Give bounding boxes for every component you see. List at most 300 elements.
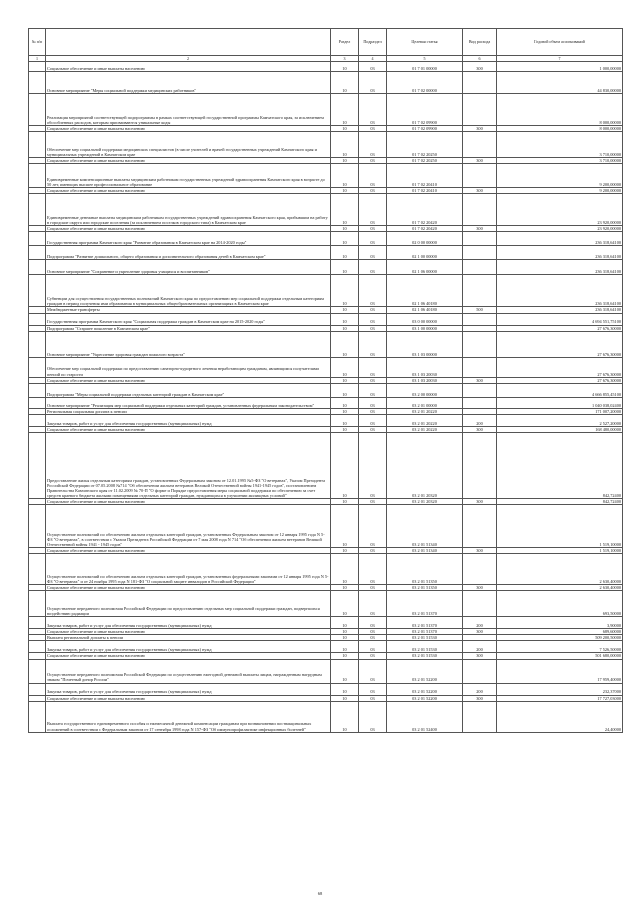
row-vr-cell: 300 [463,653,497,659]
row-podrazdel-cell: 03 [359,432,387,498]
table-row [29,260,623,275]
table-row [29,246,623,260]
row-vr-cell [463,232,497,246]
row-razdel-cell: 10 [331,357,359,377]
table-row [29,554,623,585]
row-podrazdel-cell: 03 [359,377,387,383]
row-sum-cell: 27 676,30000 [497,325,623,331]
row-cs-cell: 02 1 06 00000 [387,260,463,275]
row-vr-cell [463,313,497,325]
row-vr-cell [463,194,497,226]
table-row [29,591,623,617]
row-podrazdel-cell: 03 [359,408,387,414]
column-number: 6 [463,56,497,62]
row-razdel-cell: 10 [331,617,359,629]
row-vr-cell [463,331,497,357]
row-sum-cell: 1 000,00000 [497,62,623,72]
row-podrazdel-cell: 03 [359,629,387,635]
row-sum-cell: 236 318,64100 [497,246,623,260]
row-vr-cell: 300 [463,226,497,232]
row-num-cell [29,659,46,683]
row-vr-cell: 200 [463,617,497,629]
row-razdel-cell: 10 [331,659,359,683]
row-razdel-cell: 10 [331,377,359,383]
row-sum-cell: 509 200,50000 [497,635,623,641]
row-vr-cell: 300 [463,585,497,591]
row-cs-cell: 01 7 02 00000 [387,72,463,94]
row-podrazdel-cell: 03 [359,275,387,307]
row-cs-cell: 03 2 01 20320 [387,498,463,504]
row-sum-cell: 501 680,00000 [497,653,623,659]
row-podrazdel-cell: 03 [359,246,387,260]
row-vr-cell: 500 [463,307,497,313]
row-cs-cell: 03 2 00 00000 [387,383,463,397]
row-razdel-cell: 10 [331,635,359,641]
row-podrazdel-cell: 03 [359,126,387,132]
table-row [29,505,623,548]
row-vr-cell [463,383,497,397]
row-num-cell [29,641,46,653]
row-sum-cell: 2 630,40000 [497,554,623,585]
row-razdel-cell: 10 [331,158,359,164]
row-sum-cell: 2 630,40000 [497,585,623,591]
row-razdel-cell: 10 [331,554,359,585]
row-podrazdel-cell: 03 [359,683,387,695]
row-cs-cell: 01 7 02 20410 [387,164,463,188]
row-cs-cell: 03 2 01 51370 [387,591,463,617]
row-sum-cell: 9 200,00000 [497,188,623,194]
row-vr-cell: 300 [463,548,497,554]
row-name-cell: Социальное обеспечение и иные выплаты населению [46,188,331,194]
row-razdel-cell: 10 [331,383,359,397]
row-num-cell [29,683,46,695]
budget-sheet [28,28,622,733]
row-razdel-cell: 10 [331,397,359,408]
row-podrazdel-cell: 03 [359,72,387,94]
row-vr-cell [463,94,497,126]
row-vr-cell [463,72,497,94]
column-number: 7 [497,56,623,62]
table-row [29,414,623,426]
row-name-cell: Социальное обеспечение и иные выплаты населению [46,226,331,232]
row-num-cell [29,383,46,397]
row-sum-cell: 8 000,00000 [497,94,623,126]
row-vr-cell: 300 [463,377,497,383]
row-razdel-cell: 10 [331,94,359,126]
row-sum-cell: 27 676,30000 [497,331,623,357]
row-name-cell: Региональная социальная доплата к пенсии [46,408,331,414]
row-num-cell [29,414,46,426]
row-num-cell [29,194,46,226]
row-sum-cell: 17 959,40000 [497,659,623,683]
row-podrazdel-cell: 03 [359,325,387,331]
row-vr-cell: 200 [463,641,497,653]
row-name-cell: Предоставление жилья отдельным категориям граждан, установленных Федеральным законом от 12.01.1995 №5-ФЗ "О ветеранах", Указом Президента Российской Федерации от 07.05.2008 №714 "Об обеспечении жильем ветеранов Великой Отечественной войны 1941-1945 годов", постановлением Правительства Камчатского края от 11.02.2009 № 70-П "О форме и Порядке предоставления меры социальной поддержки по обеспечению за счет средств краевого бюджета жилыми помещениями отдельных категорий граждан, нуждающихся в улучшении жилищных условий" [46,432,331,498]
row-sum-cell: 1 519,10000 [497,505,623,548]
row-cs-cell: 03 0 00 00000 [387,313,463,325]
row-vr-cell: 200 [463,683,497,695]
row-num-cell [29,62,46,72]
row-vr-cell: 300 [463,695,497,701]
row-podrazdel-cell: 03 [359,232,387,246]
row-num-cell [29,591,46,617]
table-row [29,72,623,94]
row-razdel-cell: 10 [331,641,359,653]
row-vr-cell: 300 [463,158,497,164]
table-row [29,275,623,307]
table-row [29,62,623,72]
row-cs-cell: 03 1 03 20030 [387,377,463,383]
row-name-cell: Основное мероприятие "Сохранение и укрепление здоровья учащихся и воспитанников" [46,260,331,275]
row-cs-cell: 03 2 01 51530 [387,641,463,653]
table-row [29,232,623,246]
row-vr-cell [463,275,497,307]
row-sum-cell: 842,72400 [497,498,623,504]
row-cs-cell: 03 2 01 51370 [387,629,463,635]
row-razdel-cell: 10 [331,260,359,275]
row-name-cell: Выплата региональной доплаты к пенсии [46,635,331,641]
row-podrazdel-cell: 03 [359,641,387,653]
row-name-cell: Осуществление полномочий по обеспечению жильем отдельных категорий граждан, установленных федеральными законами от 12 января 1995 года N 5-ФЗ "О ветеранах" и от 24 ноября 1995 года N 181-ФЗ "О социальной защите инвалидов в Российской Федерации" [46,554,331,585]
row-cs-cell: 03 2 01 51350 [387,554,463,585]
row-podrazdel-cell: 03 [359,617,387,629]
row-name-cell: Социальное обеспечение и иные выплаты населению [46,629,331,635]
row-num-cell [29,260,46,275]
row-num-cell [29,432,46,498]
row-razdel-cell: 10 [331,585,359,591]
row-sum-cell: 4 694 551,75100 [497,313,623,325]
row-name-cell: Социальное обеспечение и иные выплаты населению [46,548,331,554]
row-cs-cell: 02 0 00 00000 [387,232,463,246]
row-sum-cell: 7 526,50000 [497,641,623,653]
row-razdel-cell: 10 [331,505,359,548]
row-podrazdel-cell: 03 [359,653,387,659]
row-vr-cell [463,659,497,683]
row-cs-cell: 01 7 02 20250 [387,158,463,164]
row-cs-cell: 01 7 02 20420 [387,194,463,226]
table-row [29,617,623,629]
row-num-cell [29,397,46,408]
row-razdel-cell: 10 [331,331,359,357]
row-cs-cell: 03 2 01 51340 [387,548,463,554]
table-row [29,164,623,188]
table-row [29,701,623,732]
row-cs-cell: 03 2 01 51340 [387,505,463,548]
row-razdel-cell: 10 [331,695,359,701]
row-sum-cell: 168 480,00000 [497,426,623,432]
row-podrazdel-cell: 03 [359,260,387,275]
row-name-cell: Осуществление переданного полномочия Российской Федерации по предоставлению отдельных мер социальной поддержки граждан, подвергшихся воздействию радиации [46,591,331,617]
row-podrazdel-cell: 03 [359,659,387,683]
row-razdel-cell: 10 [331,325,359,331]
row-num-cell [29,132,46,158]
row-sum-cell: 232,37000 [497,683,623,695]
row-podrazdel-cell: 03 [359,397,387,408]
table-row [29,683,623,695]
row-podrazdel-cell: 03 [359,695,387,701]
row-cs-cell: 03 2 01 52200 [387,683,463,695]
row-num-cell [29,617,46,629]
row-cs-cell: 03 2 01 52200 [387,659,463,683]
row-razdel-cell: 10 [331,126,359,132]
row-razdel-cell: 10 [331,72,359,94]
row-name-cell: Социальное обеспечение и иные выплаты населению [46,426,331,432]
row-num-cell [29,313,46,325]
header-num: № п/п [29,29,46,56]
row-cs-cell: 03 2 01 20320 [387,432,463,498]
table-row [29,432,623,498]
table-row [29,383,623,397]
row-sum-cell: 171 007,20000 [497,408,623,414]
row-cs-cell: 01 7 01 00000 [387,62,463,72]
row-vr-cell: 300 [463,126,497,132]
row-vr-cell [463,701,497,732]
column-number: 1 [29,56,46,62]
row-vr-cell [463,246,497,260]
row-cs-cell: 01 7 02 09900 [387,94,463,126]
row-name-cell: Единовременные компенсационные выплаты медицинским работникам государственных учреждений здравоохранения Камчатского края в возрасте до 50 лет, имеющих высшее профессиональное образование [46,164,331,188]
table-row [29,94,623,126]
row-sum-cell: 27 676,30000 [497,357,623,377]
row-cs-cell: 03 2 01 51350 [387,585,463,591]
row-podrazdel-cell: 03 [359,226,387,232]
table-header-row [29,29,623,56]
row-razdel-cell: 10 [331,408,359,414]
row-sum-cell: 44 830,00000 [497,72,623,94]
row-podrazdel-cell: 03 [359,357,387,377]
row-name-cell: Социальное обеспечение и иные выплаты населению [46,653,331,659]
row-num-cell [29,357,46,377]
row-num-cell [29,72,46,94]
row-razdel-cell: 10 [331,275,359,307]
row-name-cell: Обеспечение мер социальной поддержки медицинских специалистов (в числе учителей и врачей государственных учреждений Камчатского края и муниципальных учреждений в Камчатском крае [46,132,331,158]
row-name-cell: Обеспечение мер социальной поддержки по предоставлению санаторно-курортного лечения неработающим гражданам, являющимся получателями пенсий по старости [46,357,331,377]
row-razdel-cell: 10 [331,62,359,72]
row-name-cell: Закупка товаров, работ и услуг для обеспечения государственных (муниципальных) нужд [46,414,331,426]
row-cs-cell: 02 1 06 40180 [387,307,463,313]
row-num-cell [29,554,46,585]
row-vr-cell: 300 [463,426,497,432]
row-cs-cell: 03 2 01 51530 [387,635,463,641]
header-vr: Вид расхода [463,29,497,56]
page-number: 68 [317,891,323,896]
row-name-cell: Социальное обеспечение и иные выплаты населению [46,158,331,164]
row-podrazdel-cell: 03 [359,505,387,548]
row-sum-cell: 689,60000 [497,629,623,635]
row-podrazdel-cell: 03 [359,585,387,591]
row-name-cell: Закупка товаров, работ и услуг для обеспечения государственных (муниципальных) нужд [46,641,331,653]
row-num-cell [29,331,46,357]
row-sum-cell: 4 666 855,45100 [497,383,623,397]
row-razdel-cell: 10 [331,232,359,246]
row-vr-cell [463,554,497,585]
row-podrazdel-cell: 03 [359,194,387,226]
row-podrazdel-cell: 03 [359,383,387,397]
row-cs-cell: 03 2 01 20220 [387,426,463,432]
table-row [29,397,623,408]
row-vr-cell [463,357,497,377]
row-cs-cell: 03 1 03 20030 [387,357,463,377]
row-name-cell: Социальное обеспечение и иные выплаты населению [46,498,331,504]
row-name-cell: Подпрограмма "Развитие дошкольного, общего образования и дополнительного образования детей в Камчатском крае" [46,246,331,260]
table-row [29,357,623,377]
row-vr-cell [463,397,497,408]
row-vr-cell: 300 [463,498,497,504]
row-name-cell: Подпрограмма "Меры социальной поддержки отдельных категорий граждан в Камчатском крае" [46,383,331,397]
row-name-cell: Закупка товаров, работ и услуг для обеспечения государственных (муниципальных) нужд [46,683,331,695]
row-razdel-cell: 10 [331,307,359,313]
row-cs-cell: 03 2 01 20220 [387,414,463,426]
column-number: 2 [46,56,331,62]
row-razdel-cell: 10 [331,132,359,158]
row-razdel-cell: 10 [331,653,359,659]
row-sum-cell: 236 318,64100 [497,307,623,313]
row-vr-cell: 300 [463,629,497,635]
row-vr-cell [463,505,497,548]
row-num-cell [29,275,46,307]
row-name-cell: Социальное обеспечение и иные выплаты населению [46,377,331,383]
row-cs-cell: 01 7 02 20420 [387,226,463,232]
header-cs: Целевая статья [387,29,463,56]
row-podrazdel-cell: 03 [359,94,387,126]
row-name-cell: Осуществление полномочий по обеспечению жильем отдельных категорий граждан, установленных Федеральным законом от 12 января 1995 года N 5-ФЗ "О ветеранах", в соответствии с Указом Президента Российской Федерации от 7 мая 2008 года N 714 "Об обеспечении жильем ветеранов Великой Отечественной войны 1941 - 1945 годов" [46,505,331,548]
row-cs-cell: 03 1 00 00000 [387,325,463,331]
column-number: 4 [359,56,387,62]
row-podrazdel-cell: 03 [359,307,387,313]
row-podrazdel-cell: 03 [359,414,387,426]
row-podrazdel-cell: 03 [359,591,387,617]
row-name-cell: Выплата государственного единовременного пособия и ежемесячной денежной компенсации гражданам при возникновении поствакцинальных осложнений в соответствии с Федеральным законом от 17 сентября 1998 года N 157-ФЗ "Об иммунопрофилактике инфекционных болезней" [46,701,331,732]
row-podrazdel-cell: 03 [359,313,387,325]
row-razdel-cell: 10 [331,188,359,194]
row-razdel-cell: 10 [331,591,359,617]
table-row [29,194,623,226]
row-sum-cell: 23 920,00000 [497,226,623,232]
row-sum-cell: 236 318,64100 [497,232,623,246]
row-name-cell: Осуществление переданного полномочия Российской Федерации по осуществлению ежегодной денежной выплаты лицам, награжденным нагрудным знаком "Почетный донор России" [46,659,331,683]
row-razdel-cell: 10 [331,313,359,325]
row-cs-cell: 01 7 02 20410 [387,188,463,194]
table-row [29,132,623,158]
row-podrazdel-cell: 03 [359,548,387,554]
table-row [29,641,623,653]
row-podrazdel-cell: 03 [359,331,387,357]
row-razdel-cell: 10 [331,226,359,232]
row-razdel-cell: 10 [331,548,359,554]
row-num-cell [29,246,46,260]
row-razdel-cell: 10 [331,194,359,226]
row-sum-cell: 693,50000 [497,591,623,617]
row-podrazdel-cell: 03 [359,188,387,194]
row-name-cell: Социальное обеспечение и иные выплаты населению [46,62,331,72]
row-name-cell: Государственная программа Камчатского края "Социальная поддержка граждан в Камчатском крае на 2015-2020 годы" [46,313,331,325]
row-sum-cell: 1 519,10000 [497,548,623,554]
column-number: 3 [331,56,359,62]
row-sum-cell: 842,72400 [497,432,623,498]
row-podrazdel-cell: 03 [359,426,387,432]
row-sum-cell: 236 318,64100 [497,260,623,275]
row-razdel-cell: 10 [331,414,359,426]
row-cs-cell: 01 7 02 09900 [387,126,463,132]
row-cs-cell: 03 2 01 52400 [387,701,463,732]
row-vr-cell: 300 [463,188,497,194]
row-name-cell: Субвенции для осуществления государственных полномочий Камчатского края по предоставлению мер социальной поддержки отдельным категориям граждан в период получения ими образования в муниципальных общеобразовательных организациях в Камчатском крае [46,275,331,307]
row-razdel-cell: 10 [331,701,359,732]
row-cs-cell: 01 7 02 20250 [387,132,463,158]
row-vr-cell [463,132,497,158]
row-num-cell [29,232,46,246]
row-sum-cell: 24,40000 [497,701,623,732]
row-sum-cell: 3,90000 [497,617,623,629]
row-podrazdel-cell: 03 [359,164,387,188]
row-sum-cell: 17 727,03000 [497,695,623,701]
row-sum-cell: 1 040 038,02400 [497,397,623,408]
row-name-cell: Государственная программа Камчатского края "Развитие образования в Камчатском крае на 2014-2020 годы" [46,232,331,246]
column-number: 5 [387,56,463,62]
row-podrazdel-cell: 03 [359,132,387,158]
row-cs-cell: 03 2 01 51530 [387,653,463,659]
row-cs-cell: 03 2 01 52200 [387,695,463,701]
row-podrazdel-cell: 03 [359,554,387,585]
row-podrazdel-cell: 03 [359,498,387,504]
row-razdel-cell: 10 [331,683,359,695]
table-row [29,313,623,325]
row-razdel-cell: 10 [331,629,359,635]
row-vr-cell: 200 [463,414,497,426]
row-num-cell [29,505,46,548]
row-vr-cell: 300 [463,62,497,72]
row-name-cell: Социальное обеспечение и иные выплаты населению [46,585,331,591]
row-name-cell: Межбюджетные трансферты [46,307,331,313]
row-cs-cell: 02 1 06 40180 [387,275,463,307]
row-razdel-cell: 10 [331,426,359,432]
row-name-cell: Основное мероприятие "Реализация мер социальной поддержки отдельных категорий граждан, установленных федеральным законодательством" [46,397,331,408]
row-razdel-cell: 10 [331,432,359,498]
row-sum-cell: 236 318,64100 [497,275,623,307]
header-razdel: Раздел [331,29,359,56]
row-name-cell: Единовременные денежные выплаты медицинским работникам государственных учреждений здравоохранения Камчатского края, прибывшим на работу в городские округа или городские поселения (за исключением поселков городского типа) в Камчатском крае [46,194,331,226]
row-razdel-cell: 10 [331,164,359,188]
row-podrazdel-cell: 03 [359,701,387,732]
table-body [29,62,623,733]
row-num-cell [29,94,46,126]
row-vr-cell [463,591,497,617]
row-num-cell [29,701,46,732]
row-name-cell: Социальное обеспечение и иные выплаты населению [46,695,331,701]
row-podrazdel-cell: 03 [359,62,387,72]
row-podrazdel-cell: 03 [359,158,387,164]
row-cs-cell: 02 1 00 00000 [387,246,463,260]
row-razdel-cell: 10 [331,246,359,260]
row-name-cell: Подпрограмма "Старшее поколение в Камчатском крае" [46,325,331,331]
row-sum-cell: 8 000,00000 [497,126,623,132]
row-name-cell: Основное мероприятие "Укрепление здоровья граждан пожилого возраста" [46,331,331,357]
row-cs-cell: 03 2 01 20220 [387,408,463,414]
row-sum-cell: 3 710,00000 [497,132,623,158]
row-vr-cell [463,432,497,498]
table-row [29,331,623,357]
header-sum: Годовой объем ассигнований [497,29,623,56]
row-name-cell: Закупка товаров, работ и услуг для обеспечения государственных (муниципальных) нужд [46,617,331,629]
row-vr-cell [463,260,497,275]
row-sum-cell: 23 920,00000 [497,194,623,226]
table-row [29,659,623,683]
row-sum-cell: 2 527,20000 [497,414,623,426]
row-sum-cell: 27 676,30000 [497,377,623,383]
header-name [46,29,331,56]
row-name-cell: Реализация мероприятий соответствующей подпрограммы в рамках соответствующей государственной программы Камчатского края, за исключением обособленных расходов, которым присваиваются уникальные коды [46,94,331,126]
row-cs-cell: 03 1 03 00000 [387,331,463,357]
